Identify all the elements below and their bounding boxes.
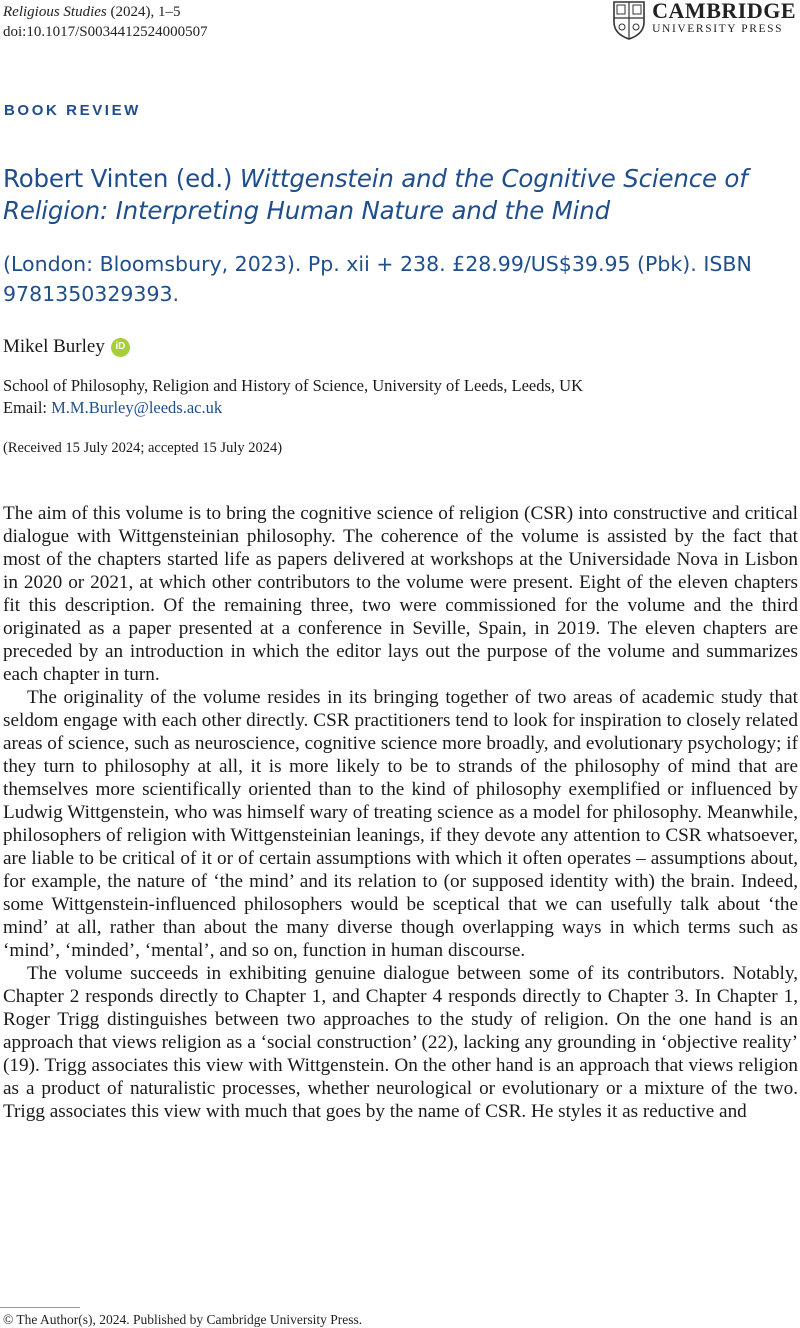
publisher-logo [612, 0, 796, 40]
author-line [3, 334, 130, 360]
review-body [3, 502, 798, 1123]
body-paragraph-3: The volume succeeds in exhibiting genuine dialogue between some of its contributors. Notably, Chapter 2 responds directly to Chapter 1, and Chapter 4 responds directly to Chapter 3. In Chapter 1, Roger Trigg distinguishes between two approaches to the study of religion. On the one hand is an approach that views religion as a ‘social construction’ (22), lacking any grounding in ‘objective reality’ (19). Trigg associates this view with Wittgenstein. On the other hand is an approach that views religion as a product of naturalistic processes, whether neurological or evolutionary or a mixture of the two. Trigg associates this view with much that goes by the name of CSR. He styles it as reductive and [3, 963, 798, 1122]
title-author-part: Robert Vinten (ed.) [3, 164, 240, 193]
body-paragraph-1: The aim of this volume is to bring the cognitive science of religion (CSR) into constructive and critical dialogue with Wittgensteinian philosophy. The coherence of the volume is assisted by the fact that most of the chapters started life as papers delivered at workshops at the Universidade Nova in Lisbon in 2020 or 2021, at which other contributors to the volume were present. Eight of the eleven chapters fit this description. Of the remaining three, two were commissioned for the volume and the third originated as a paper presented at a conference in Seville, Spain, in 2019. The eleven chapters are preceded by an introduction in which the editor lays out the purpose of the volume and summarizes each chapter in turn. [3, 503, 798, 685]
review-title [3, 163, 793, 227]
body-paragraph-2: The originality of the volume resides in its bringing together of two areas of academic study that seldom engage with each other directly. CSR practitioners tend to look for inspiration to closely related areas of science, such as neuroscience, cognitive science more broadly, and evolutionary psychology; if they turn to philosophy at all, it is more likely to be to strands of the philosophy of mind that are themselves more scientifically oriented than to the kind of philosophy exemplified or influenced by Ludwig Wittgenstein, who was himself wary of treating science as a model for philosophy. Meanwhile, philosophers of religion with Wittgensteinian leanings, if they devote any attention to CSR whatsoever, are liable to be critical of it or of certain assumptions with which it often operates – assumptions about, for example, the nature of ‘the mind’ and its relation to (or supposed identity with) the brain. Indeed, some Wittgenstein-influenced philosophers would be sceptical that we can usefully talk about ‘the mind’ at all, rather than about the many diverse though overlapping ways in which terms such as ‘mind’, ‘minded’, ‘mental’, and so on, function in human discourse. [3, 687, 798, 961]
section-label: BOOK REVIEW [4, 102, 141, 119]
email-label: Email: [3, 398, 52, 417]
received-dates: (Received 15 July 2024; accepted 15 July 2024) [3, 440, 283, 456]
affiliation-email-line [3, 397, 583, 419]
journal-citation [3, 2, 208, 42]
footer-divider [0, 1307, 80, 1308]
publisher-name-sub: UNIVERSITY PRESS [652, 23, 784, 35]
copyright-notice: © The Author(s), 2024. Published by Cambridge University Press. [3, 1312, 363, 1327]
publisher-name [652, 0, 796, 36]
publisher-name-main: CAMBRIDGE [652, 0, 796, 23]
email-link[interactable]: M.M.Burley@leeds.ac.uk [51, 398, 223, 417]
author-name: Mikel Burley [3, 336, 105, 357]
publication-details: (London: Bloomsbury, 2023). Pp. xii + 238. £28.99/US$39.95 (Pbk). ISBN 9781350329393. [3, 252, 752, 306]
university-shield-icon [612, 0, 646, 40]
journal-meta: (2024), 1–5 [106, 4, 181, 20]
affiliation [3, 375, 583, 419]
affiliation-institution: School of Philosophy, Religion and History of Science, University of Leeds, Leeds, UK [3, 376, 584, 395]
doi: doi:10.1017/S0034412524000507 [3, 24, 208, 40]
book-title: Wittgenstein and the Cognitive Science of Religion: Interpreting Human Nature and the Mind [3, 164, 748, 225]
orcid-icon[interactable]: iD [111, 338, 130, 357]
journal-name: Religious Studies [3, 4, 107, 20]
journal-line [3, 2, 208, 22]
